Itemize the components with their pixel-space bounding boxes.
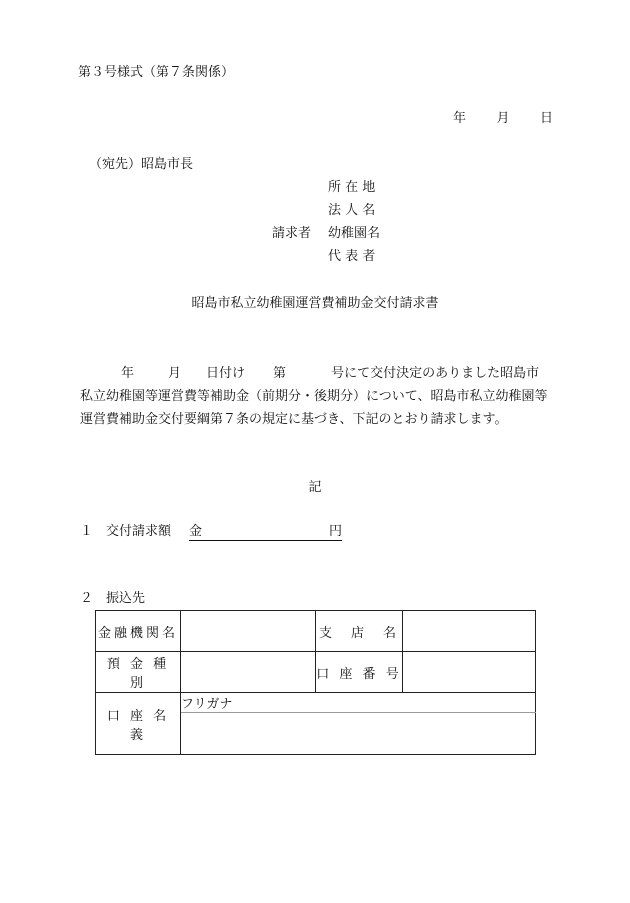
requester-caption: 請求者 — [272, 226, 312, 241]
date-day-label: 日 — [539, 111, 553, 126]
form-number: 第３号様式（第７条関係） — [78, 65, 235, 80]
bank-name-cell[interactable] — [181, 611, 316, 652]
deposit-type-label: 預 金 種 別 — [96, 652, 181, 693]
amount-prefix: 金 — [189, 524, 203, 539]
account-name-cell[interactable] — [181, 713, 536, 755]
date-row — [453, 111, 553, 127]
account-name-label: 口 座 名 義 — [96, 693, 181, 755]
body-paragraph — [80, 362, 550, 431]
body-text: 号にて交付決定のありました昭島市私立幼稚園等運営費等補助金（前期分・後期分）について、昭島市私立幼稚園等運営費補助金交付要綱第７条の規定に基づき、下記のとおり請求します。 — [80, 366, 548, 427]
date-year-label: 年 — [453, 111, 467, 126]
body-month: 月 — [168, 366, 182, 381]
requester-kindergarten-label: 幼稚園名 — [328, 226, 381, 241]
amount-suffix: 円 — [328, 524, 342, 539]
furigana-cell[interactable]: フリガナ — [181, 693, 536, 713]
date-month-label: 月 — [496, 111, 510, 126]
addressee: （宛先）昭島市長 — [89, 157, 194, 172]
body-dated: 日付け — [206, 366, 246, 381]
deposit-type-cell[interactable] — [181, 652, 316, 693]
amount-field[interactable] — [189, 524, 342, 541]
body-number-prefix: 第 — [273, 366, 287, 381]
bank-name-label: 金融機関名 — [96, 611, 181, 652]
body-year: 年 — [121, 366, 135, 381]
ki-heading: 記 — [308, 480, 322, 495]
document-title: 昭島市私立幼稚園運営費補助金交付請求書 — [191, 296, 439, 311]
item1-label: １ 交付請求額 — [80, 524, 172, 539]
branch-cell[interactable] — [403, 611, 536, 652]
account-number-cell[interactable] — [403, 652, 536, 693]
item2-label: ２ 振込先 — [80, 591, 146, 606]
requester-corporation-label: 法 人 名 — [328, 203, 376, 218]
requester-address-label: 所 在 地 — [328, 180, 376, 195]
requester-representative-label: 代 表 者 — [328, 249, 376, 264]
branch-label: 支 店 名 — [316, 611, 403, 652]
bank-table — [95, 610, 536, 755]
account-number-label: 口 座 番 号 — [316, 652, 403, 693]
